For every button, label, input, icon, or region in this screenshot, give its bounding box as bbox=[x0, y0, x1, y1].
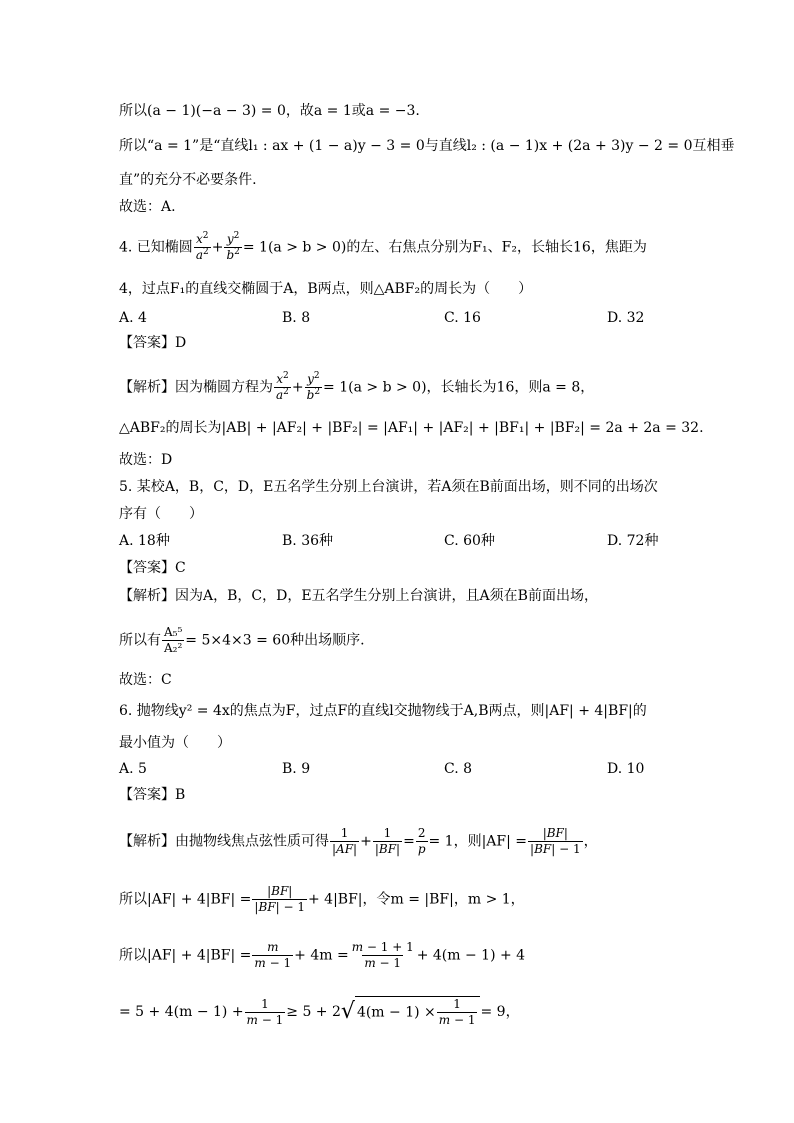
q4-option-c: C. 16 bbox=[444, 310, 481, 326]
q4-option-b: B. 8 bbox=[282, 310, 311, 326]
q6-frac-m: $\frac{m}{m - 1}$ bbox=[254, 940, 292, 970]
line-2: 所以“a = 1”是“直线l₁ : ax + (1 − a)y − 3 = 0与直线l₂ : (a − 1)x + (2a + 3)y − 2 = 0互相垂 bbox=[119, 138, 735, 154]
q5-frac bbox=[162, 625, 184, 656]
q4-choose: 故选：D bbox=[119, 452, 173, 468]
q4-exp-frac-y: $\frac{y^2}{b^2}$ bbox=[306, 371, 321, 402]
q4-stem-a: 4. 已知椭圆 bbox=[119, 239, 193, 256]
q5-choose: 故选：C bbox=[119, 672, 172, 688]
q6-explanation-3 bbox=[119, 940, 525, 971]
q4-stem-2: 4，过点F₁的直线交椭圆于A，B两点，则△ABF₂的周长为（ ） bbox=[119, 281, 533, 297]
q4-explanation-2: △ABF₂的周长为|AB| + |AF₂| + |BF₂| = |AF₁| + |AF₂| + |BF₁| + |BF₂| = 2a + 2a = 32. bbox=[119, 420, 704, 436]
q4-option-a: A. 4 bbox=[119, 310, 147, 326]
q6-option-b: B. 9 bbox=[282, 761, 311, 777]
q5-stem-2: 序有（ ） bbox=[119, 506, 203, 522]
q6-exp3-b: + 4m = bbox=[294, 947, 349, 964]
q5-stem-1: 5. 某校A，B，C，D，E五名学生分别上台演讲，若A须在B前面出场，则不同的出场次 bbox=[119, 479, 658, 495]
q5-exp2-a: 所以有 bbox=[119, 632, 161, 649]
q6-explanation-1: 【解析】由抛物线焦点弦性质可得 $\frac{1}{|AF|}$ + $\frac{1}{|BF|}$ = $\frac{2}{p}$ = 1，则|AF| = $\frac{|BF|}{|BF| - 1}$ ， bbox=[119, 826, 598, 856]
q4-stem-b: = 1(a > b > 0)的左、右焦点分别为F₁、F₂，长轴长16，焦距为 bbox=[242, 239, 647, 256]
q5-frac-den: A₂² bbox=[164, 641, 183, 655]
q4-stem: 4. 已知椭圆 $\frac{x^2}{a^2}$ + $\frac{y^2}{b^2}$ = 1(a > b > 0)的左、右焦点分别为F₁、F₂，长轴长16，焦距为 bbox=[119, 231, 647, 262]
q5-option-d: D. 72种 bbox=[607, 533, 659, 549]
q6-option-a: A. 5 bbox=[119, 761, 147, 777]
q6-frac-p: $\frac{2}{p}$ bbox=[417, 826, 426, 856]
line-4: 故选：A. bbox=[119, 199, 176, 215]
q5-answer: 【答案】C bbox=[119, 560, 186, 576]
q6-exp4-a: = 5 + 4(m − 1) + bbox=[119, 1004, 244, 1020]
q6-frac-bf2: $\frac{|BF|}{|BF| - 1}$ bbox=[530, 826, 581, 856]
q5-explanation-1: 【解析】因为A，B，C，D，E五名学生分别上台演讲，且A须在B前面出场， bbox=[119, 588, 598, 604]
q6-stem-2: 最小值为（ ） bbox=[119, 735, 231, 751]
q6-stem-1: 6. 抛物线y² = 4x的焦点为F，过点F的直线l交抛物线于A,B两点，则|AF| + 4|BF|的 bbox=[119, 703, 647, 719]
line-1: 所以(a − 1)(−a − 3) = 0，故a = 1或a = −3. bbox=[119, 103, 420, 119]
q4-exp1-a: 【解析】因为椭圆方程为 bbox=[119, 379, 273, 396]
q6-exp2-b: + 4|BF|，令m = |BF|，m > 1， bbox=[308, 891, 525, 908]
line-3: 直”的充分不必要条件. bbox=[119, 172, 257, 188]
q5-option-b: B. 36种 bbox=[282, 533, 334, 549]
q4-option-d: D. 32 bbox=[607, 310, 645, 326]
q6-frac-1m2: $\frac{1}{m - 1}$ bbox=[438, 997, 476, 1027]
q6-exp1-a: 【解析】由抛物线焦点弦性质可得 bbox=[119, 833, 329, 850]
q4-answer: 【答案】D bbox=[119, 335, 187, 351]
q5-frac-num: A₅⁵ bbox=[164, 625, 183, 639]
q5-exp2-b: = 5×4×3 = 60种出场顺序. bbox=[185, 632, 365, 649]
q6-frac-af: $\frac{1}{|AF|}$ bbox=[332, 826, 358, 856]
q6-answer: 【答案】B bbox=[119, 787, 186, 803]
q4-frac-y: $\frac{y^2}{b^2}$ bbox=[226, 231, 240, 262]
q6-sqrt-body bbox=[355, 996, 481, 1028]
q6-explanation-4 bbox=[119, 996, 520, 1028]
q6-frac-1m: $\frac{1}{m - 1}$ bbox=[246, 996, 284, 1027]
q4-exp-frac-x: $\frac{x^2}{a^2}$ bbox=[276, 371, 289, 402]
q4-explanation-1: 【解析】因为椭圆方程为 $\frac{x^2}{a^2}$ + $\frac{y^2}{b^2}$ = 1(a > b > 0)，长轴长为16，则a = 8， bbox=[119, 371, 595, 402]
q6-exp4-d: = 9， bbox=[480, 1004, 520, 1020]
q6-option-d: D. 10 bbox=[607, 761, 645, 777]
q4-frac-x: $\frac{x^2}{a^2}$ bbox=[195, 231, 209, 262]
sqrt-icon: √ bbox=[340, 999, 355, 1024]
q4-exp1-b: = 1(a > b > 0)，长轴长为16，则a = 8， bbox=[323, 379, 595, 396]
q6-exp3-c: + 4(m − 1) + 4 bbox=[416, 947, 526, 964]
q6-exp1-b: = 1，则|AF| = bbox=[428, 833, 528, 850]
q6-exp4-c: 4(m − 1) × bbox=[356, 1004, 436, 1021]
q5-explanation-2 bbox=[119, 625, 365, 656]
q6-exp3-a: 所以|AF| + 4|BF| = bbox=[119, 947, 252, 964]
q6-exp2-a: 所以|AF| + 4|BF| = bbox=[119, 891, 252, 908]
q6-frac-m2: $\frac{m - 1 + 1}{m - 1}$ bbox=[351, 940, 414, 970]
q6-explanation-2 bbox=[119, 884, 525, 915]
q5-option-a: A. 18种 bbox=[119, 533, 170, 549]
q6-frac-bf3: $\frac{|BF|}{|BF| - 1}$ bbox=[254, 884, 305, 914]
q6-option-c: C. 8 bbox=[444, 761, 473, 777]
q6-exp4-b: ≥ 5 + 2 bbox=[286, 1004, 341, 1020]
q6-frac-bf: $\frac{1}{|BF|}$ bbox=[374, 826, 401, 856]
q5-option-c: C. 60种 bbox=[444, 533, 495, 549]
